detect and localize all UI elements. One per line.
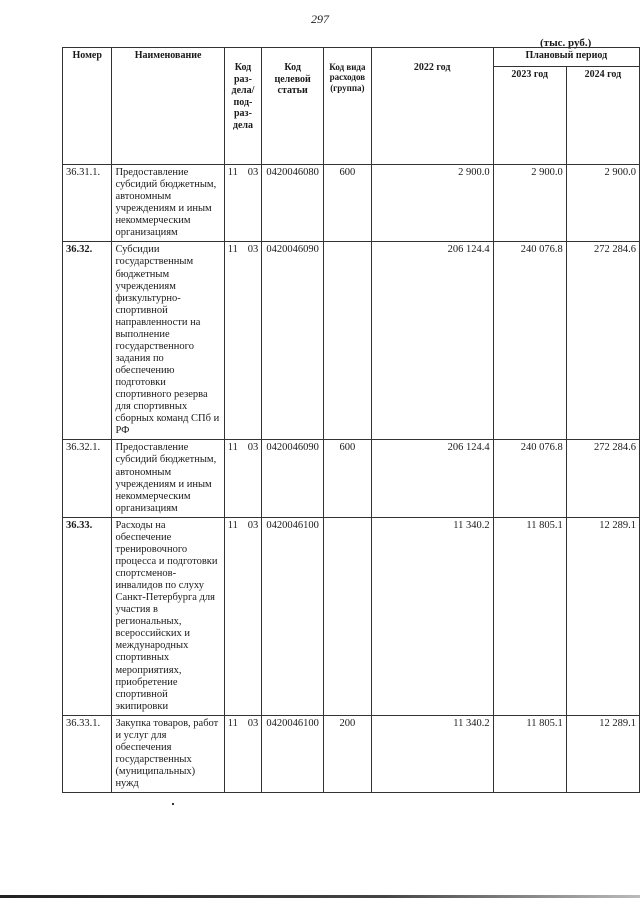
row-razdel xyxy=(224,165,261,242)
table-row xyxy=(63,165,640,242)
header-name: Наименование xyxy=(112,48,224,165)
row-podrazdel-code: 03 xyxy=(247,717,259,729)
budget-table xyxy=(62,47,640,793)
header-2022: 2022 год xyxy=(371,48,493,165)
row-2023: 240 076.8 xyxy=(493,242,566,440)
row-name: Расходы на обеспечение тренировочного процесса и подготовки спортсменов-инвалидов по слуху Санкт-Петербурга для участия в региональных, всероссийских и международных спортивных мероприятиях, приобретение спортивной экипировки xyxy=(112,517,224,715)
row-expense-type: 600 xyxy=(324,165,372,242)
row-razdel-code: 11 xyxy=(227,442,238,454)
row-2022: 2 900.0 xyxy=(371,165,493,242)
row-2023: 240 076.8 xyxy=(493,440,566,517)
row-name: Субсидии государственным бюджетным учреждениям физкультурно-спортивной направленности на выполнение государственного задания по обеспечению подготовки спортивного резерва для спортивных сборных команд СПб и РФ xyxy=(112,242,224,440)
row-number: 36.32.1. xyxy=(63,440,112,517)
row-2022: 206 124.4 xyxy=(371,242,493,440)
row-number: 36.33.1. xyxy=(63,715,112,792)
header-2024: 2024 год xyxy=(566,67,639,165)
header-expense-type: Код вида расходов (группа) xyxy=(324,48,372,165)
row-razdel-code: 11 xyxy=(227,717,238,729)
row-2022: 11 340.2 xyxy=(371,715,493,792)
row-number: 36.33. xyxy=(63,517,112,715)
row-2022: 206 124.4 xyxy=(371,440,493,517)
row-name: Закупка товаров, работ и услуг для обеспечения государственных (муниципальных) нужд xyxy=(112,715,224,792)
row-target: 0420046080 xyxy=(262,165,324,242)
header-row xyxy=(63,48,640,67)
row-2024: 272 284.6 xyxy=(566,440,639,517)
row-razdel-code: 11 xyxy=(227,167,238,178)
row-razdel xyxy=(224,440,261,517)
row-target: 0420046100 xyxy=(262,715,324,792)
row-2022: 11 340.2 xyxy=(371,517,493,715)
page-number: 297 xyxy=(311,12,329,26)
row-name: Предоставление субсидий бюджетным, автономным учреждениям и иным некоммерческим организациям xyxy=(112,165,224,242)
row-expense-type: 200 xyxy=(324,715,372,792)
row-razdel-code: 11 xyxy=(227,519,238,531)
header-number: Номер xyxy=(63,48,112,165)
row-razdel xyxy=(224,242,261,440)
scan-edge-line xyxy=(0,895,640,898)
row-2024: 12 289.1 xyxy=(566,517,639,715)
row-expense-type xyxy=(324,242,372,440)
header-target: Код целевой статьи xyxy=(262,48,324,165)
row-number: 36.31.1. xyxy=(63,165,112,242)
row-razdel xyxy=(224,517,261,715)
header-razdel: Код раз-дела/ под-раз-дела xyxy=(224,48,261,165)
row-razdel-code: 11 xyxy=(227,244,238,256)
row-target: 0420046090 xyxy=(262,440,324,517)
row-number: 36.32. xyxy=(63,242,112,440)
row-expense-type xyxy=(324,517,372,715)
row-razdel xyxy=(224,715,261,792)
row-2024: 2 900.0 xyxy=(566,165,639,242)
header-planned-period: Плановый период xyxy=(493,48,639,67)
table-row xyxy=(63,715,640,792)
header-2023: 2023 год xyxy=(493,67,566,165)
row-podrazdel-code: 03 xyxy=(247,244,259,256)
row-2024: 12 289.1 xyxy=(566,715,639,792)
row-2023: 11 805.1 xyxy=(493,517,566,715)
row-target: 0420046090 xyxy=(262,242,324,440)
table-row xyxy=(63,242,640,440)
row-2023: 11 805.1 xyxy=(493,715,566,792)
row-expense-type: 600 xyxy=(324,440,372,517)
row-podrazdel-code: 03 xyxy=(247,519,259,531)
scan-speck xyxy=(172,803,174,805)
table-row xyxy=(63,517,640,715)
row-2023: 2 900.0 xyxy=(493,165,566,242)
row-podrazdel-code: 03 xyxy=(247,167,259,178)
units-label: (тыс. руб.) xyxy=(540,37,592,49)
row-2024: 272 284.6 xyxy=(566,242,639,440)
row-podrazdel-code: 03 xyxy=(247,442,259,454)
row-target: 0420046100 xyxy=(262,517,324,715)
row-name: Предоставление субсидий бюджетным, автономным учреждениям и иным некоммерческим организациям xyxy=(112,440,224,517)
table-row xyxy=(63,440,640,517)
